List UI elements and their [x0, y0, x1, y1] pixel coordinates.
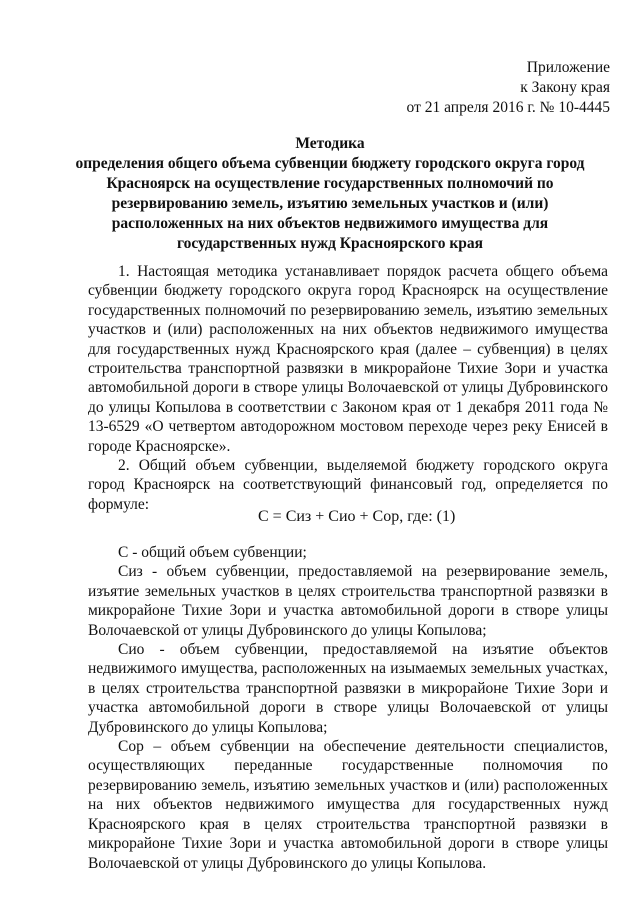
definition-cio: Сио - объем субвенции, предоставляемой на изъятие объектов недвижимого имущества, расположенных на изымаемых земельных участках, в целях строительства транспортной развязки в микрорайоне Тихие Зори и участка автомобильной дороги в створе улицы Волочаевской от улицы Дубровинского до улицы Копылова;: [88, 641, 608, 736]
definitions: [88, 543, 608, 873]
definition-ciz: Сиз - объем субвенции, предоставляемой на резервирование земель, изъятие земельных участков в целях строительства транспортной развязки в микрорайоне Тихие Зори и участка автомобильной дороги в створе улицы Волочаевской от улицы Дубровинского до улицы Копылова;: [88, 563, 608, 639]
paragraph-1: 1. Настоящая методика устанавливает порядок расчета общего объема субвенции бюджету городского округа город Красноярск на осуществление государственных полномочий по резервированию земель, изъятию земельных участков и (или) расположенных на них объектов недвижимого имущества для государственных нужд Красноярского края (далее – субвенция) в целях строительства транспортной развязки в микрорайоне Тихие Зори и участка автомобильной дороги в створе улицы Волочаевской от улицы Дубровинского до улицы Копылова в соответствии с Законом края от 1 декабря 2011 года № 13-6529 «О четвертом автодорожном мостовом переходе через реку Енисей в городе Красноярске».: [88, 263, 608, 455]
appendix-line-3: от 21 апреля 2016 г. № 10-4445: [406, 99, 610, 116]
document-body: [88, 262, 608, 514]
formula: С = Сиз + Сио + Сор, где: (1): [258, 508, 456, 525]
definition-c: С - общий объем субвенции;: [118, 544, 307, 561]
appendix-header: [407, 58, 610, 118]
appendix-line-1: Приложение: [526, 59, 610, 76]
title-line-6: государственных нужд Красноярского края: [176, 235, 484, 252]
title-line-1: Методика: [295, 135, 365, 152]
title-line-3: Красноярск на осуществление государственных полномочий по: [106, 175, 554, 192]
appendix-line-2: к Закону края: [520, 79, 610, 96]
title-line-2: определения общего объема субвенции бюджету городского округа город: [75, 155, 585, 172]
title-line-5: расположенных на них объектов недвижимого имущества для: [111, 215, 549, 232]
definition-cor: Сор – объем субвенции на обеспечение деятельности специалистов, осуществляющих переданные государственные полномочия по резервированию земель, изъятию земельных участков и (или) расположенных на них объектов недвижимого имущества для государственных нужд Красноярского края в целях строительства транспортной развязки в микрорайоне Тихие Зори и участка автомобильной дороги в створе улицы Волочаевской от улицы Дубровинского до улицы Копылова.: [88, 738, 608, 872]
paragraph-2: 2. Общий объем субвенции, выделяемой бюджету городского округа город Красноярск на соответствующий финансовый год, определяется по формуле:: [88, 457, 608, 513]
title-line-4: резервированию земель, изъятию земельных участков и (или): [111, 195, 549, 212]
document-title: [70, 134, 590, 254]
